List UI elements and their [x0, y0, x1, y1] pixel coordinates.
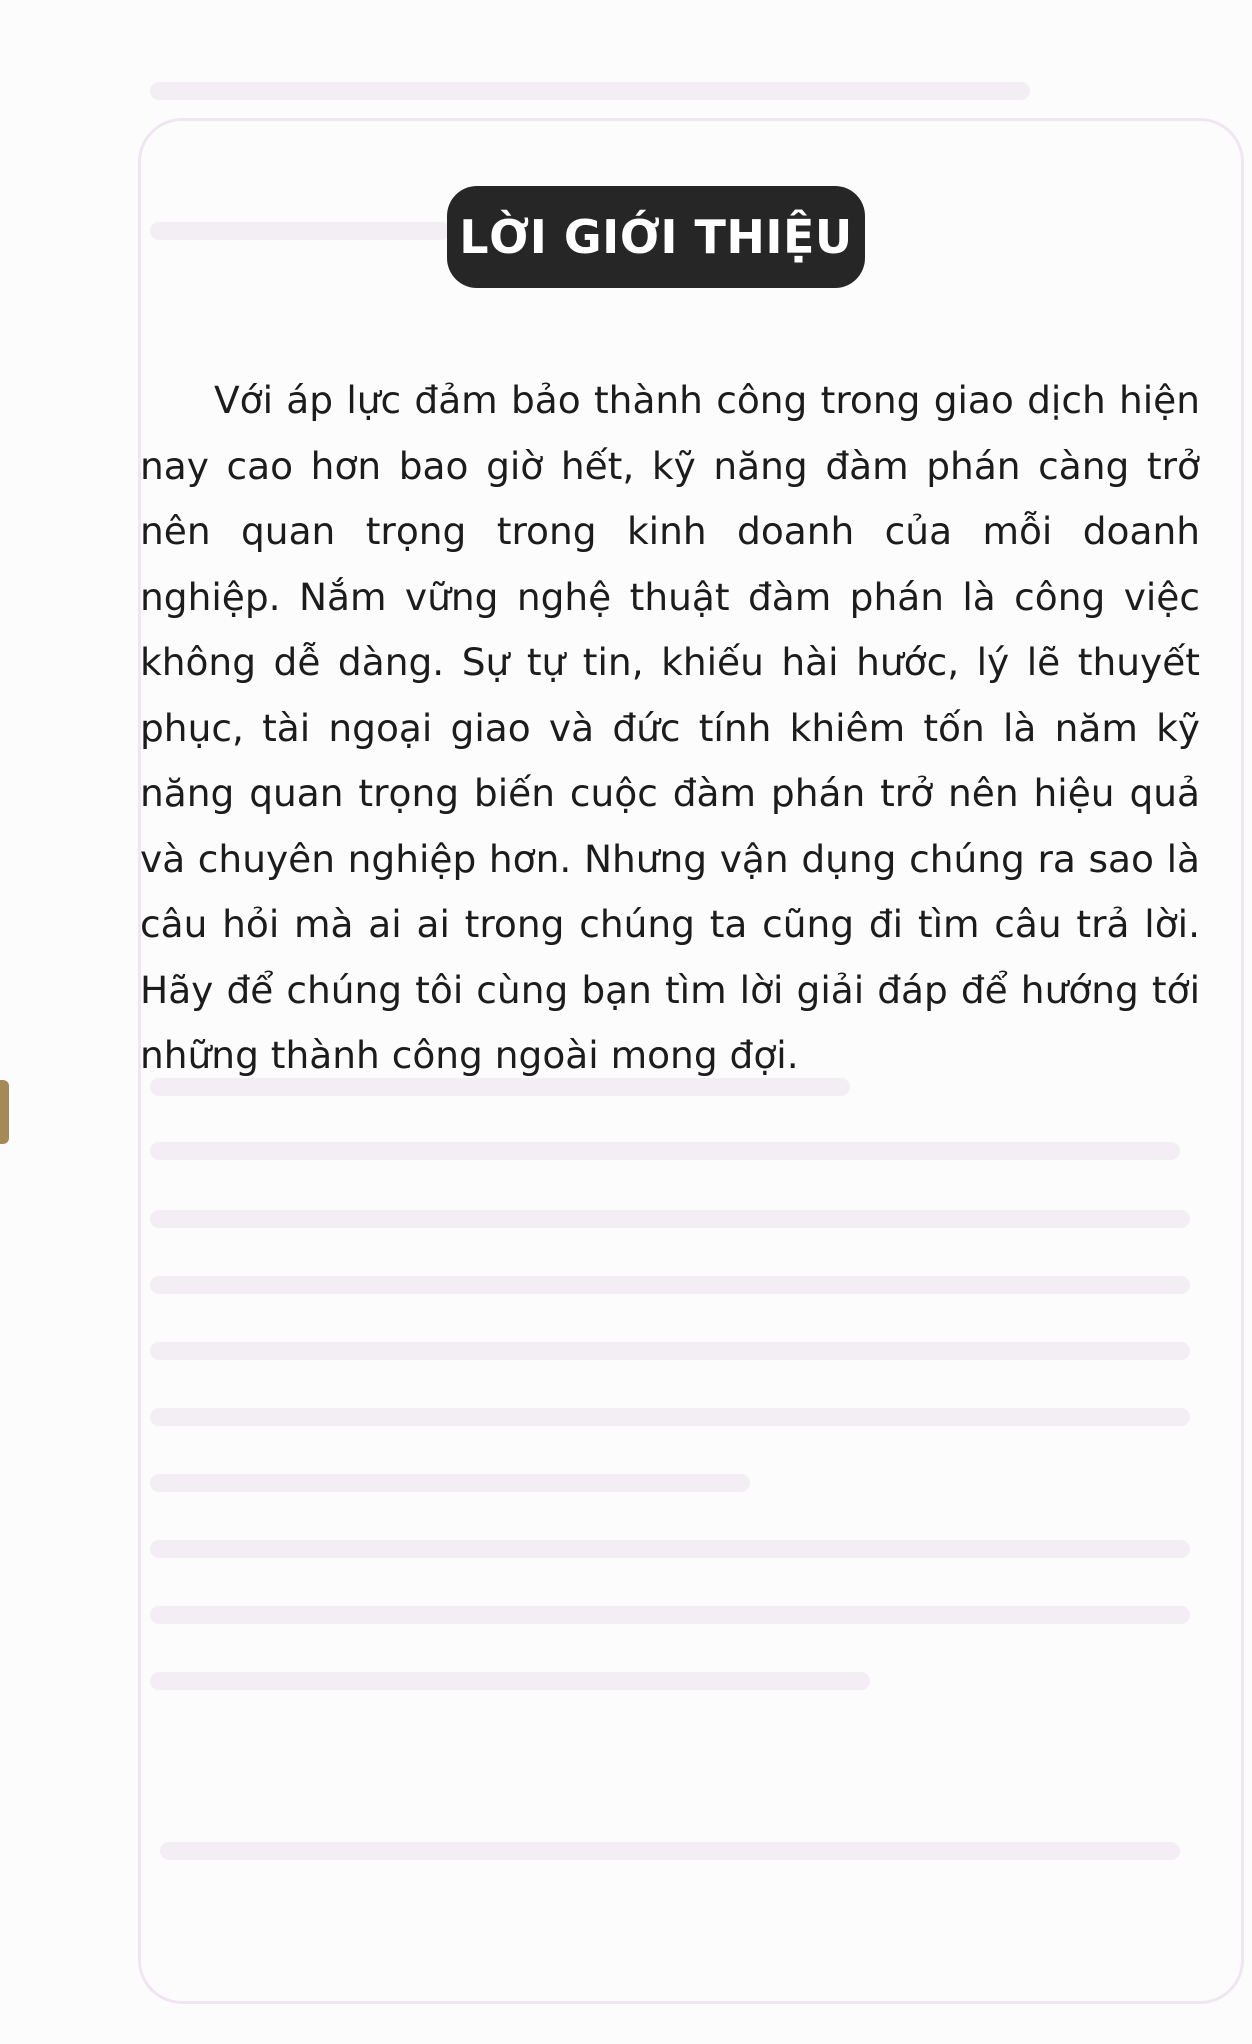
bleed-through-line [150, 1408, 1190, 1426]
bleed-through-line [150, 1474, 750, 1492]
bleed-through-line [150, 1210, 1190, 1228]
intro-paragraph: Với áp lực đảm bảo thành công trong giao dịch hiện nay cao hơn bao giờ hết, kỹ năng đàm phán càng trở nên quan trọng trong kinh doanh của mỗi doanh nghiệp. Nắm vững nghệ thuật đàm phán là công việc không dễ dàng. Sự tự tin, khiếu hài hước, lý lẽ thuyết phục, tài ngoại giao và đức tính khiêm tốn là năm kỹ năng quan trọng biến cuộc đàm phán trở nên hiệu quả và chuyên nghiệp hơn. Nhưng vận dụng chúng ra sao là câu hỏi mà ai ai trong chúng ta cũng đi tìm câu trả lời. Hãy để chúng tôi cùng bạn tìm lời giải đáp để hướng tới những thành công ngoài mong đợi. [140, 378, 1200, 1077]
bleed-through-line [150, 1142, 1180, 1160]
page-edge-mark [0, 1080, 9, 1144]
bleed-through-line [160, 1842, 1180, 1860]
bleed-through-line [150, 222, 450, 240]
bleed-through-line [150, 1276, 1190, 1294]
page-title: LỜI GIỚI THIỆU [447, 186, 865, 288]
bleed-through-line [150, 1672, 870, 1690]
bleed-through-line [150, 1540, 1190, 1558]
bleed-through-line [150, 1342, 1190, 1360]
bleed-through-line [150, 1606, 1190, 1624]
bleed-through-line [150, 82, 1030, 100]
